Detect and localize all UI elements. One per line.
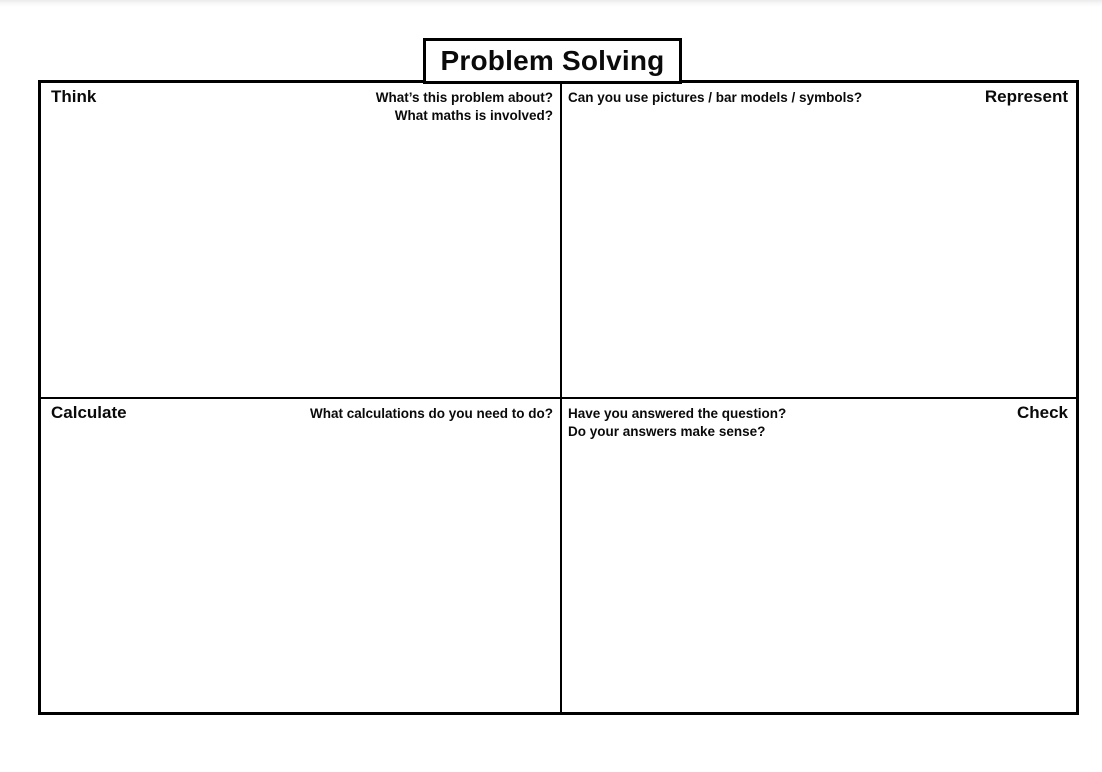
quadrant-think-header [41,83,560,125]
quadrant-think [41,83,562,399]
page-top-edge [0,0,1102,7]
quadrant-calculate-label: Calculate [51,403,127,422]
quadrant-calculate [41,399,562,712]
quadrant-check-writing-area [562,441,1076,712]
quadrant-think-writing-area [41,125,560,397]
quadrant-calculate-writing-area [41,423,560,712]
prompt-line: What maths is involved? [394,108,553,123]
prompt-line: What’s this problem about? [375,90,553,105]
quadrant-calculate-prompts [310,405,553,423]
quadrant-think-label: Think [51,87,97,106]
quadrant-check-label: Check [1016,403,1068,422]
quadrant-check-header [562,399,1076,441]
quadrant-calculate-header [41,399,560,423]
prompt-line: Do your answers make sense? [568,424,766,439]
prompt-line: What calculations do you need to do? [309,406,553,421]
quadrant-think-prompts [376,89,553,125]
quadrant-represent-writing-area [562,107,1076,397]
quadrant-check-prompts [568,405,786,441]
quadrant-represent [562,83,1076,399]
worksheet-title-box [423,38,682,84]
quadrant-check [562,399,1076,712]
prompt-line: Can you use pictures / bar models / symbols? [568,90,863,105]
quadrant-represent-header [562,83,1076,107]
quadrant-grid [38,80,1079,715]
quadrant-represent-prompts [568,89,862,107]
quadrant-represent-label: Represent [984,87,1068,106]
prompt-line: Have you answered the question? [568,406,787,421]
worksheet-title: Problem Solving [440,45,665,76]
